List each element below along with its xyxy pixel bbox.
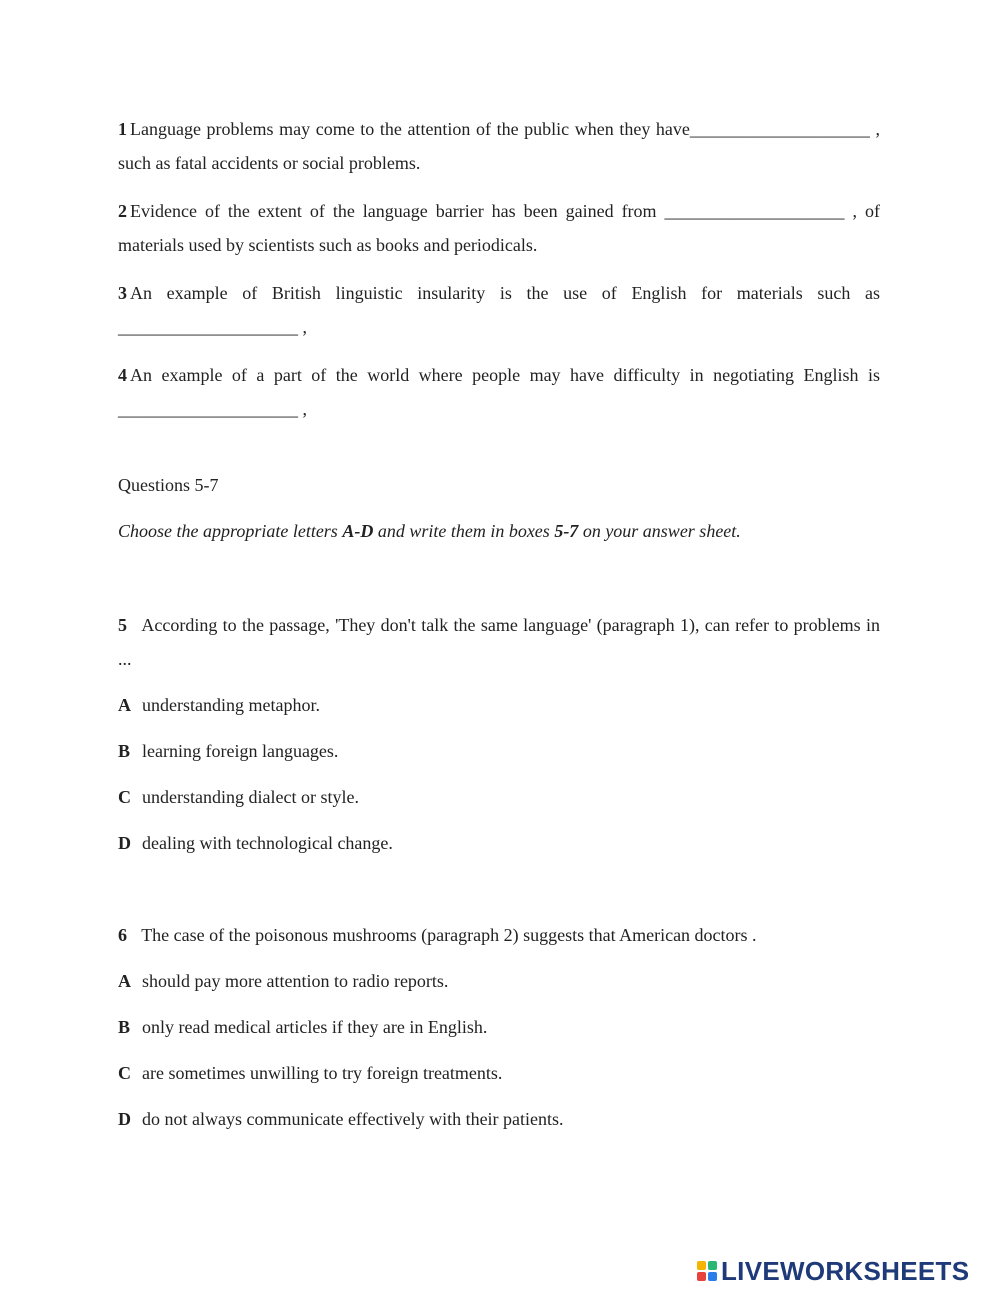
- worksheet-page: [118, 112, 880, 1148]
- section-heading: Questions 5-7: [118, 475, 219, 495]
- answer-blank[interactable]: ____________________: [118, 317, 298, 337]
- option-text: do not always communicate effectively with their patients.: [142, 1109, 564, 1129]
- question-text: Evidence of the extent of the language barrier has been gained from: [130, 201, 665, 221]
- instruction-text: on your answer sheet.: [578, 521, 741, 541]
- question-text-end: ,: [298, 317, 307, 337]
- option-b[interactable]: [118, 1010, 880, 1044]
- question-text-end: ,: [298, 399, 307, 419]
- instruction-text: Choose the appropriate letters: [118, 521, 343, 541]
- instruction-boxes: 5-7: [554, 521, 579, 541]
- answer-blank[interactable]: ____________________: [664, 201, 845, 221]
- question-text: The case of the poisonous mushrooms (paragraph 2) suggests that American doctors .: [141, 925, 757, 945]
- option-c[interactable]: [118, 780, 880, 814]
- question-stem: [118, 608, 880, 676]
- question-6: [118, 918, 880, 1136]
- option-letter: A: [118, 971, 131, 991]
- question-text: An example of a part of the world where people may have difficulty in negotiating English is: [130, 365, 880, 385]
- question-3: [118, 276, 880, 344]
- option-letter: C: [118, 1063, 131, 1083]
- question-number: 2: [118, 201, 127, 221]
- option-b[interactable]: [118, 734, 880, 768]
- question-text: An example of British linguistic insularity is the use of English for materials such as: [130, 283, 880, 303]
- option-letter: D: [118, 1109, 131, 1129]
- question-number: 6: [118, 925, 127, 945]
- question-number: 4: [118, 365, 127, 385]
- logo-square-yellow: [697, 1261, 706, 1270]
- option-letter: D: [118, 833, 131, 853]
- question-number: 5: [118, 615, 127, 635]
- question-1: [118, 112, 880, 180]
- option-text: learning foreign languages.: [142, 741, 339, 761]
- question-text: According to the passage, 'They don't talk the same language' (paragraph 1), can refer to problems in ...: [118, 615, 881, 669]
- option-d[interactable]: [118, 826, 880, 860]
- option-letter: A: [118, 695, 131, 715]
- answer-blank[interactable]: ____________________: [118, 399, 298, 419]
- logo-square-green: [708, 1261, 717, 1270]
- question-text-end: , of materials used by scientists such as books and periodicals.: [118, 201, 880, 255]
- question-number: 3: [118, 283, 127, 303]
- instruction-text: and write them in boxes: [373, 521, 555, 541]
- answer-blank[interactable]: ____________________: [689, 119, 870, 139]
- logo-icon: [697, 1261, 717, 1281]
- option-text: only read medical articles if they are in English.: [142, 1017, 488, 1037]
- option-a[interactable]: [118, 688, 880, 722]
- question-text-end: , such as fatal accidents or social problems.: [118, 119, 880, 173]
- option-text: understanding metaphor.: [142, 695, 320, 715]
- option-letter: C: [118, 787, 131, 807]
- question-2: [118, 194, 880, 262]
- option-text: dealing with technological change.: [142, 833, 393, 853]
- option-text: understanding dialect or style.: [142, 787, 359, 807]
- option-letter: B: [118, 741, 131, 761]
- question-4: [118, 358, 880, 426]
- option-text: are sometimes unwilling to try foreign treatments.: [142, 1063, 503, 1083]
- option-c[interactable]: [118, 1056, 880, 1090]
- option-letter: B: [118, 1017, 131, 1037]
- option-text: should pay more attention to radio reports.: [142, 971, 449, 991]
- liveworksheets-logo: [697, 1257, 969, 1285]
- section-instructions: [118, 514, 880, 548]
- question-number: 1: [118, 119, 127, 139]
- instruction-letters: A-D: [342, 521, 374, 541]
- option-d[interactable]: [118, 1102, 880, 1136]
- option-a[interactable]: [118, 964, 880, 998]
- question-text: Language problems may come to the attention of the public when they have: [130, 119, 690, 139]
- question-5: [118, 608, 880, 860]
- logo-square-red: [697, 1272, 706, 1281]
- logo-square-blue: [708, 1272, 717, 1281]
- logo-text: LIVEWORKSHEETS: [721, 1255, 970, 1286]
- question-stem: [118, 918, 880, 952]
